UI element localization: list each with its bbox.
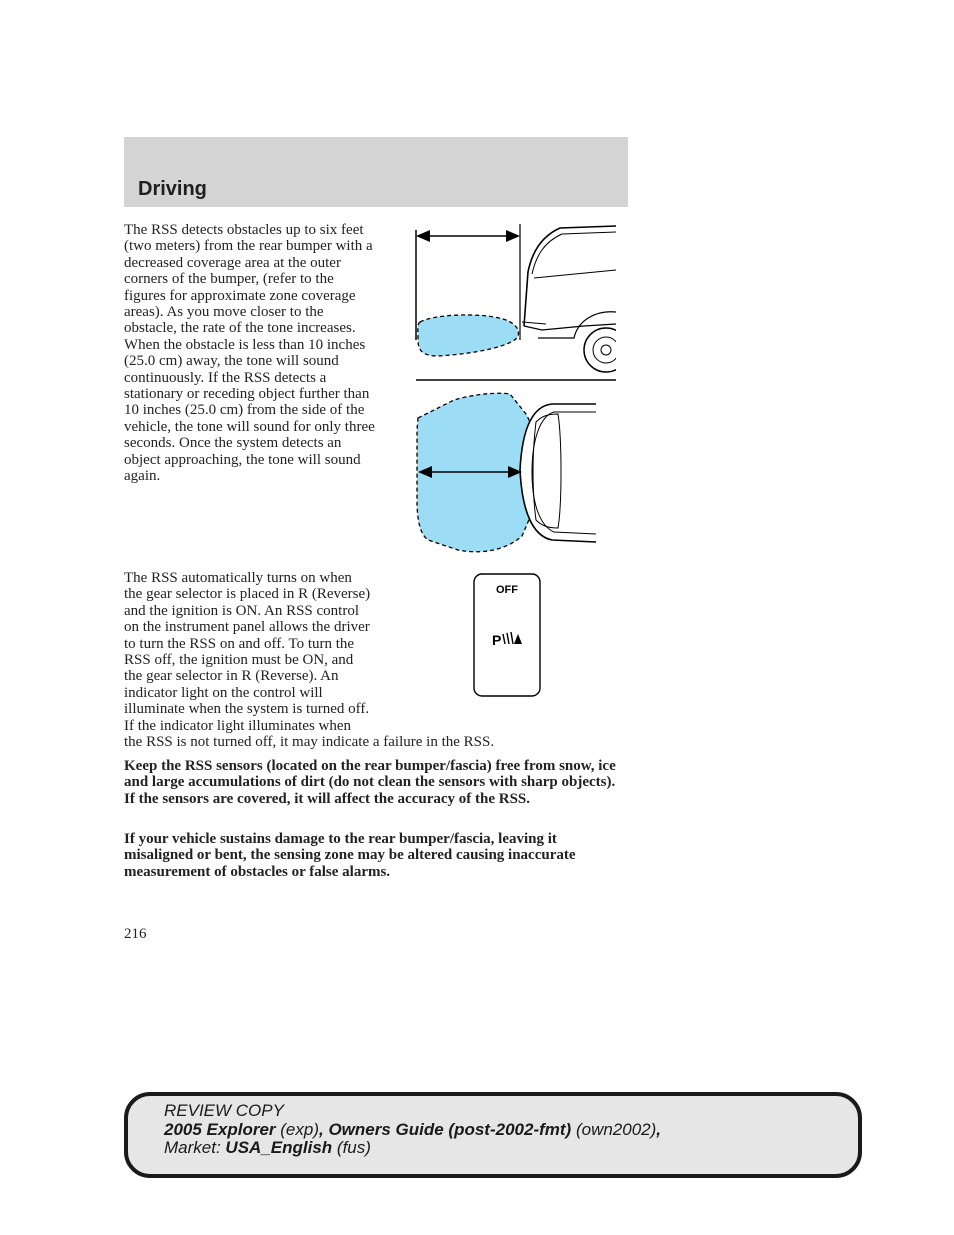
footer-guide: Owners Guide (post-2002-fmt) bbox=[328, 1119, 572, 1139]
footer-guide-code: (own2002) bbox=[575, 1119, 657, 1139]
section-header-band bbox=[124, 137, 628, 207]
page-number: 216 bbox=[124, 926, 147, 942]
rear-side-view-figure bbox=[414, 222, 616, 384]
section-title: Driving bbox=[138, 178, 207, 200]
paragraph-detection-range: The RSS detects obstacles up to six feet (two meters) from the rear bumper with a decreased coverage area at the outer corners of the bumper, (refer to the figures for approximate zone coverage areas). As you move closer to the obstacle, the rate of the tone increases. When the obstacle is less than 10 inches (25.0 cm) away, the tone will sound continuously. If the RSS detects a stationary or receding object further than 10 inches (25.0 cm) from the side of the vehicle, the tone will sound for only three seconds. Once the system detects an object approaching, the tone will sound again. bbox=[124, 222, 375, 485]
warning-bumper-damage: If your vehicle sustains damage to the rear bumper/fascia, leaving it misaligned or bent, the sensing zone may be altered causing inaccurate measurement of obstacles or false alarms. bbox=[124, 831, 576, 880]
footer-separator: , bbox=[318, 1119, 324, 1139]
switch-off-label: OFF bbox=[496, 584, 518, 596]
footer-review-copy: REVIEW COPY bbox=[164, 1101, 284, 1120]
footer-market: USA_English bbox=[225, 1138, 333, 1157]
footer-separator: , bbox=[656, 1119, 662, 1139]
footer-model-code: (exp) bbox=[280, 1119, 319, 1139]
footer-model: 2005 Explorer bbox=[164, 1119, 276, 1139]
warning-keep-sensors-clean: Keep the RSS sensors (located on the rear bumper/fascia) free from snow, ice and large accumulations of dirt (do not clean the sensors with sharp objects). If the sensors are covered, it will affect the accuracy of the RSS. bbox=[124, 758, 616, 807]
footer-market-code: (fus) bbox=[336, 1138, 371, 1157]
rear-top-view-figure bbox=[414, 390, 596, 556]
paragraph-rss-control-text: The RSS automatically turns on when the gear selector is placed in R (Reverse) and the ignition is ON. An RSS control on the instrument panel allows the driver to turn the RSS on and off. To turn the RSS off, the ignition must be ON, and the gear selector in R (Reverse). An indicator light on the control will illuminate when the system is turned off. If the indicator light illuminates when the RSS is not turned off, it may indicate a failure in the RSS. bbox=[124, 570, 495, 751]
rss-off-switch-figure bbox=[470, 572, 544, 700]
review-copy-footer bbox=[124, 1092, 862, 1178]
footer-market-label: Market: bbox=[164, 1138, 221, 1157]
svg-text:P: P bbox=[492, 632, 502, 648]
paragraph-rss-control bbox=[124, 570, 628, 750]
